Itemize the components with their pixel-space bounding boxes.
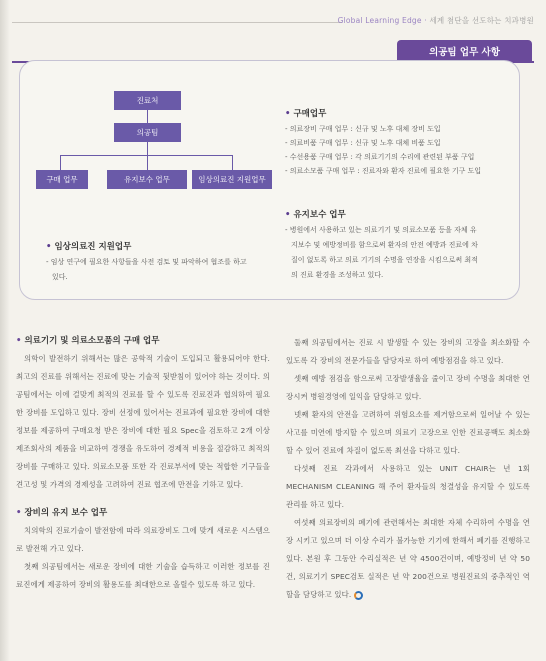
clinical-list [46,255,247,285]
end-mark-icon [354,591,363,600]
article-paragraph: 넷째 환자의 안전을 고려하여 위험요소를 제거함으로써 일어날 수 있는 사고를 미연에 방지할 수 있으며 의료기 고장으로 인한 진료공백도 최소화할 수 있어 진료에 차질이 없도록 최선을 다하고 있다. [286,410,530,455]
header-prefix: Global Learning Edge · [337,16,427,25]
article-paragraph: 첫째 의공팀에서는 새로운 장비에 대한 기술을 습득하고 이러한 정보를 진료진에게 제공하여 장비의 활용도를 최대한으로 올릴수 있도록 하고 있다. [16,562,270,589]
list-item: - 의료소모품 구매 업무 : 진료자와 환자 진료에 필요한 기구 도입 [285,167,482,175]
list-item: - 의료장비 구매 업무 : 신규 및 노후 대체 장비 도입 [285,125,441,133]
org-connector [232,155,233,170]
running-header [338,15,534,26]
org-connector [147,110,148,123]
article-paragraph: 여섯째 의료장비의 폐기에 관련해서는 최대한 자체 수리하여 수명을 연장 시키고 있으며 더 이상 수리가 불가능한 기기에 한해서 폐기를 진행하고 있다. 본원 후 그동안 수리실적은 년 약 4500건이며, 예방정비 년 약 50건, 의료기기 SPEC검토 실적은 년 약 200건으로 병원진료의 중추적인 역할을 담당하고 있다. [286,518,530,599]
org-connector [147,142,148,155]
maintenance-list [285,223,478,283]
org-connector [60,155,61,170]
article-heading: • 의료기기 및 의료소모품의 구매 업무 [16,336,160,346]
article-paragraph: 다섯째 진료 각과에서 사용하고 있는 UNIT CHAIR는 년 1회 MECHANISM CLEANING 해 주어 환자들의 청결성을 유지할 수 있도록 관리를 하고 있다. [286,464,530,509]
list-item: 질이 없도록 하고 의료 기기의 수명을 연장을 시킴으로써 최적 [291,256,478,264]
article-paragraph: 치의학의 진료기술이 발전함에 따라 의료장비도 그에 맞게 새로운 시스템으로 발전해 가고 있다. [16,526,270,553]
list-item: - 의료비품 구매 업무 : 신규 및 노후 대체 비품 도입 [285,139,441,147]
clinical-block [46,240,247,285]
header-rule [12,22,342,23]
list-item: - 임상 연구에 필요한 사항들을 사전 검토 및 파악하여 협조를 하고 [46,258,247,266]
org-node-clinical-support: 임상의료진 지원업무 [192,170,272,189]
list-item: - 병원에서 사용하고 있는 의료기기 및 의료소모품 등을 자체 유 [285,226,477,234]
org-node-purchase: 구매 업무 [36,170,88,189]
org-connector [147,155,148,170]
maintenance-block [285,208,478,283]
article-left-column [16,334,270,594]
article-paragraph: 의학이 발전하기 위해서는 많은 공학적 기술이 도입되고 활용되어야 한다. 최고의 진료를 위해서는 진료에 맞는 기술적 뒷받침이 있어야 하는 것이다. 의공팀에서는 이에 걸맞게 최적의 진료를 할 수 있도록 진료진과 협의하여 필요한 장비를 도입하고 있다. 장비 선정에 있어서는 진료과에 필요한 장비에 대한 정보를 제공하여 구매요청 받은 장비에 대한 필요 Spec을 검토하고 2개 이상 제조회사의 제품을 비교하여 경쟁을 유도하여 경제적 비용을 절감하고 최적의 장비를 구매하고 있다. 의료소모품 또한 각 진료부서에 맞는 적합한 기구들을 견고성 및 가격의 경제성을 고려하여 진료 협조에 만전을 기하고 있다. [16,354,270,489]
list-item: 지보수 및 예방정비를 함으로써 환자의 안전 예방과 진료에 차 [291,241,478,249]
purchase-heading: • 구매업무 [285,109,327,119]
maintenance-heading: • 유지보수 업무 [285,210,346,220]
list-item: 의 진료 환경을 조성하고 있다. [291,271,384,279]
purchase-block [285,107,481,178]
header-main: 세계 첨단을 선도하는 치과병원 [429,16,534,25]
org-connector [60,155,232,156]
article-paragraph: 둘째 의공팀에서는 진료 시 발생할 수 있는 장비의 고장을 최소화할 수 있도록 각 장비의 전문가들을 담당자로 하여 예방점검을 하고 있다. [286,338,530,365]
list-item: - 수선용품 구매 업무 : 각 의료기기의 수리에 관련된 부품 구입 [285,153,475,161]
page-spine [0,0,10,661]
org-node-clinic: 진료처 [114,91,181,110]
summary-panel [19,60,520,300]
org-node-maintenance: 유지보수 업무 [107,170,187,189]
purchase-list [285,122,481,178]
list-item: 있다. [52,273,68,281]
article-heading: • 장비의 유지 보수 업무 [16,508,108,518]
article-paragraph: 셋째 예방 점검을 함으로써 고장발생율을 줄이고 장비 수명을 최대한 연장시켜 병원경영에 일익을 담당하고 있다. [286,374,530,401]
article-right-column [286,334,530,604]
org-node-biomed-team: 의공팀 [114,123,181,142]
section-tab-title: 의공팀 업무 사항 [397,40,532,62]
clinical-heading: • 임상의료진 지원업무 [46,242,132,252]
